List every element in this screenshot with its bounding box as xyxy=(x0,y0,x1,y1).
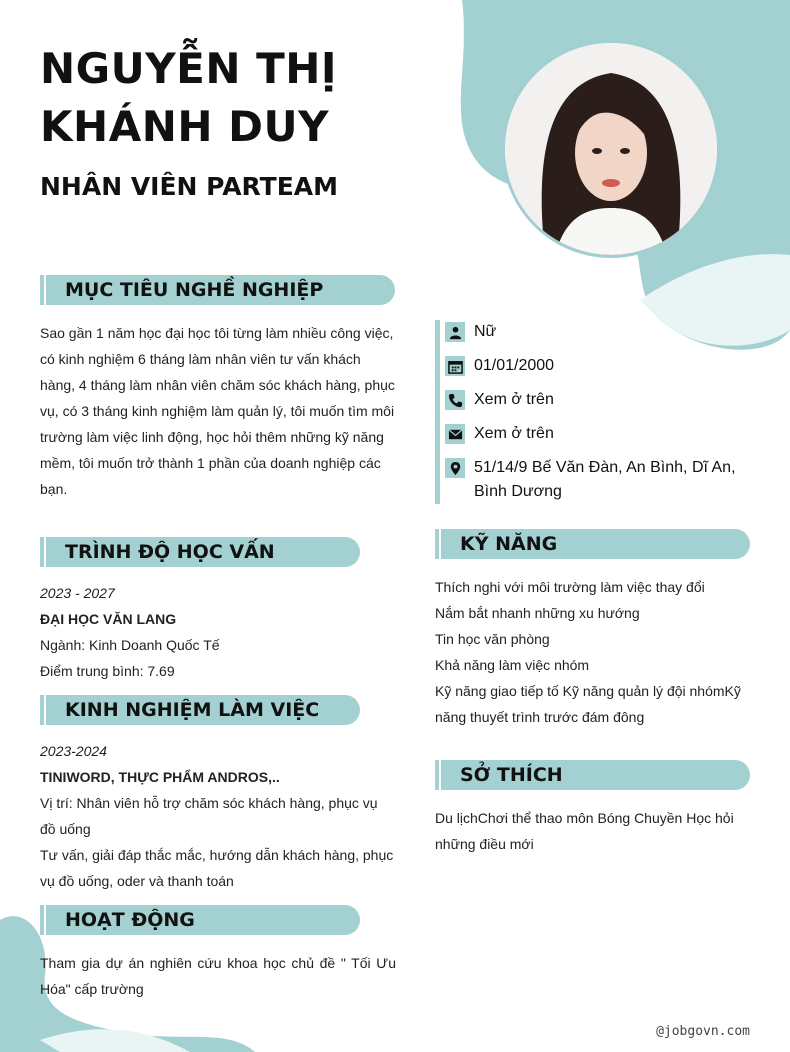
experience-period: 2023-2024 xyxy=(40,743,107,759)
education-gpa: Điểm trung bình: 7.69 xyxy=(40,663,175,679)
birthday-value: 01/01/2000 xyxy=(474,357,555,374)
career-objective-text: Sao gần 1 năm học đại học tôi từng làm nhiều công việc, có kinh nghiệm 6 tháng làm nhân viên tư vấn khách hàng, 4 tháng làm nhân viên chăm sóc khách hàng, phục vụ, có 3 tháng kinh nghiệm làm quản lý, tôi muốn tìm môi trường làm việc linh động, học hỏi thêm những kỹ năng mềm, tôi muốn trở thành 1 phần của doanh nghiệp các bạn. xyxy=(40,325,395,497)
location-icon xyxy=(445,458,465,478)
skill-item: Nắm bắt nhanh những xu hướng xyxy=(435,605,640,621)
contact-info xyxy=(435,320,755,504)
name-line-1: NGUYỄN THỊ xyxy=(40,44,338,93)
name-line-2: KHÁNH DUY xyxy=(40,102,330,151)
profile-photo xyxy=(502,40,720,258)
experience-position: Vị trí: Nhân viên hỗ trợ chăm sóc khách hàng, phục vụ đồ uống xyxy=(40,795,378,837)
career-objective-heading: MỤC TIÊU NGHỀ NGHIỆP xyxy=(40,275,395,305)
experience-block xyxy=(40,738,396,894)
phone-value: Xem ở trên xyxy=(474,391,554,408)
gender-value: Nữ xyxy=(474,323,497,340)
phone-icon xyxy=(445,390,465,410)
portrait-image xyxy=(505,43,717,255)
skills-heading: KỸ NĂNG xyxy=(435,529,750,559)
hobbies-text: Du lịchChơi thể thao môn Bóng Chuyền Học hỏi những điều mới xyxy=(435,810,734,852)
contact-email xyxy=(440,422,755,446)
skill-item: Khả năng làm việc nhóm xyxy=(435,657,590,673)
person-icon xyxy=(445,322,465,342)
experience-company: TINIWORD, THỰC PHẨM ANDROS,.. xyxy=(40,769,280,785)
contact-phone xyxy=(440,388,755,412)
activities-heading: HOẠT ĐỘNG xyxy=(40,905,360,935)
candidate-name xyxy=(40,40,337,156)
education-block xyxy=(40,580,396,684)
skill-item: Tin học văn phòng xyxy=(435,631,550,647)
skill-item: Kỹ năng giao tiếp tố Kỹ năng quản lý đội nhómKỹ năng thuyết trình trước đám đông xyxy=(435,683,741,725)
skills-list xyxy=(435,574,750,730)
experience-heading: KINH NGHIỆM LÀM VIỆC xyxy=(40,695,360,725)
education-school: ĐẠI HỌC VĂN LANG xyxy=(40,611,177,627)
hobbies-heading: SỞ THÍCH xyxy=(435,760,750,790)
mail-icon xyxy=(445,424,465,444)
calendar-icon xyxy=(445,356,465,376)
education-major: Ngành: Kinh Doanh Quốc Tế xyxy=(40,637,220,653)
education-heading: TRÌNH ĐỘ HỌC VẤN xyxy=(40,537,360,567)
skill-item: Thích nghi với môi trường làm việc thay đổi xyxy=(435,579,705,595)
email-value: Xem ở trên xyxy=(474,425,554,442)
experience-duties: Tư vấn, giải đáp thắc mắc, hướng dẫn khách hàng, phục vụ đồ uống, oder và thanh toán xyxy=(40,847,394,889)
activities-text: Tham gia dự án nghiên cứu khoa học chủ đề " Tối Ưu Hóa" cấp trường xyxy=(40,955,396,997)
contact-address xyxy=(440,456,755,504)
job-title: NHÂN VIÊN PARTEAM xyxy=(40,172,339,201)
education-period: 2023 - 2027 xyxy=(40,585,115,601)
address-value: 51/14/9 Bế Văn Đàn, An Bình, Dĩ An, Bình Dương xyxy=(474,459,736,500)
watermark: @jobgovn.com xyxy=(656,1024,750,1039)
contact-gender xyxy=(440,320,755,344)
contact-birthday xyxy=(440,354,755,378)
